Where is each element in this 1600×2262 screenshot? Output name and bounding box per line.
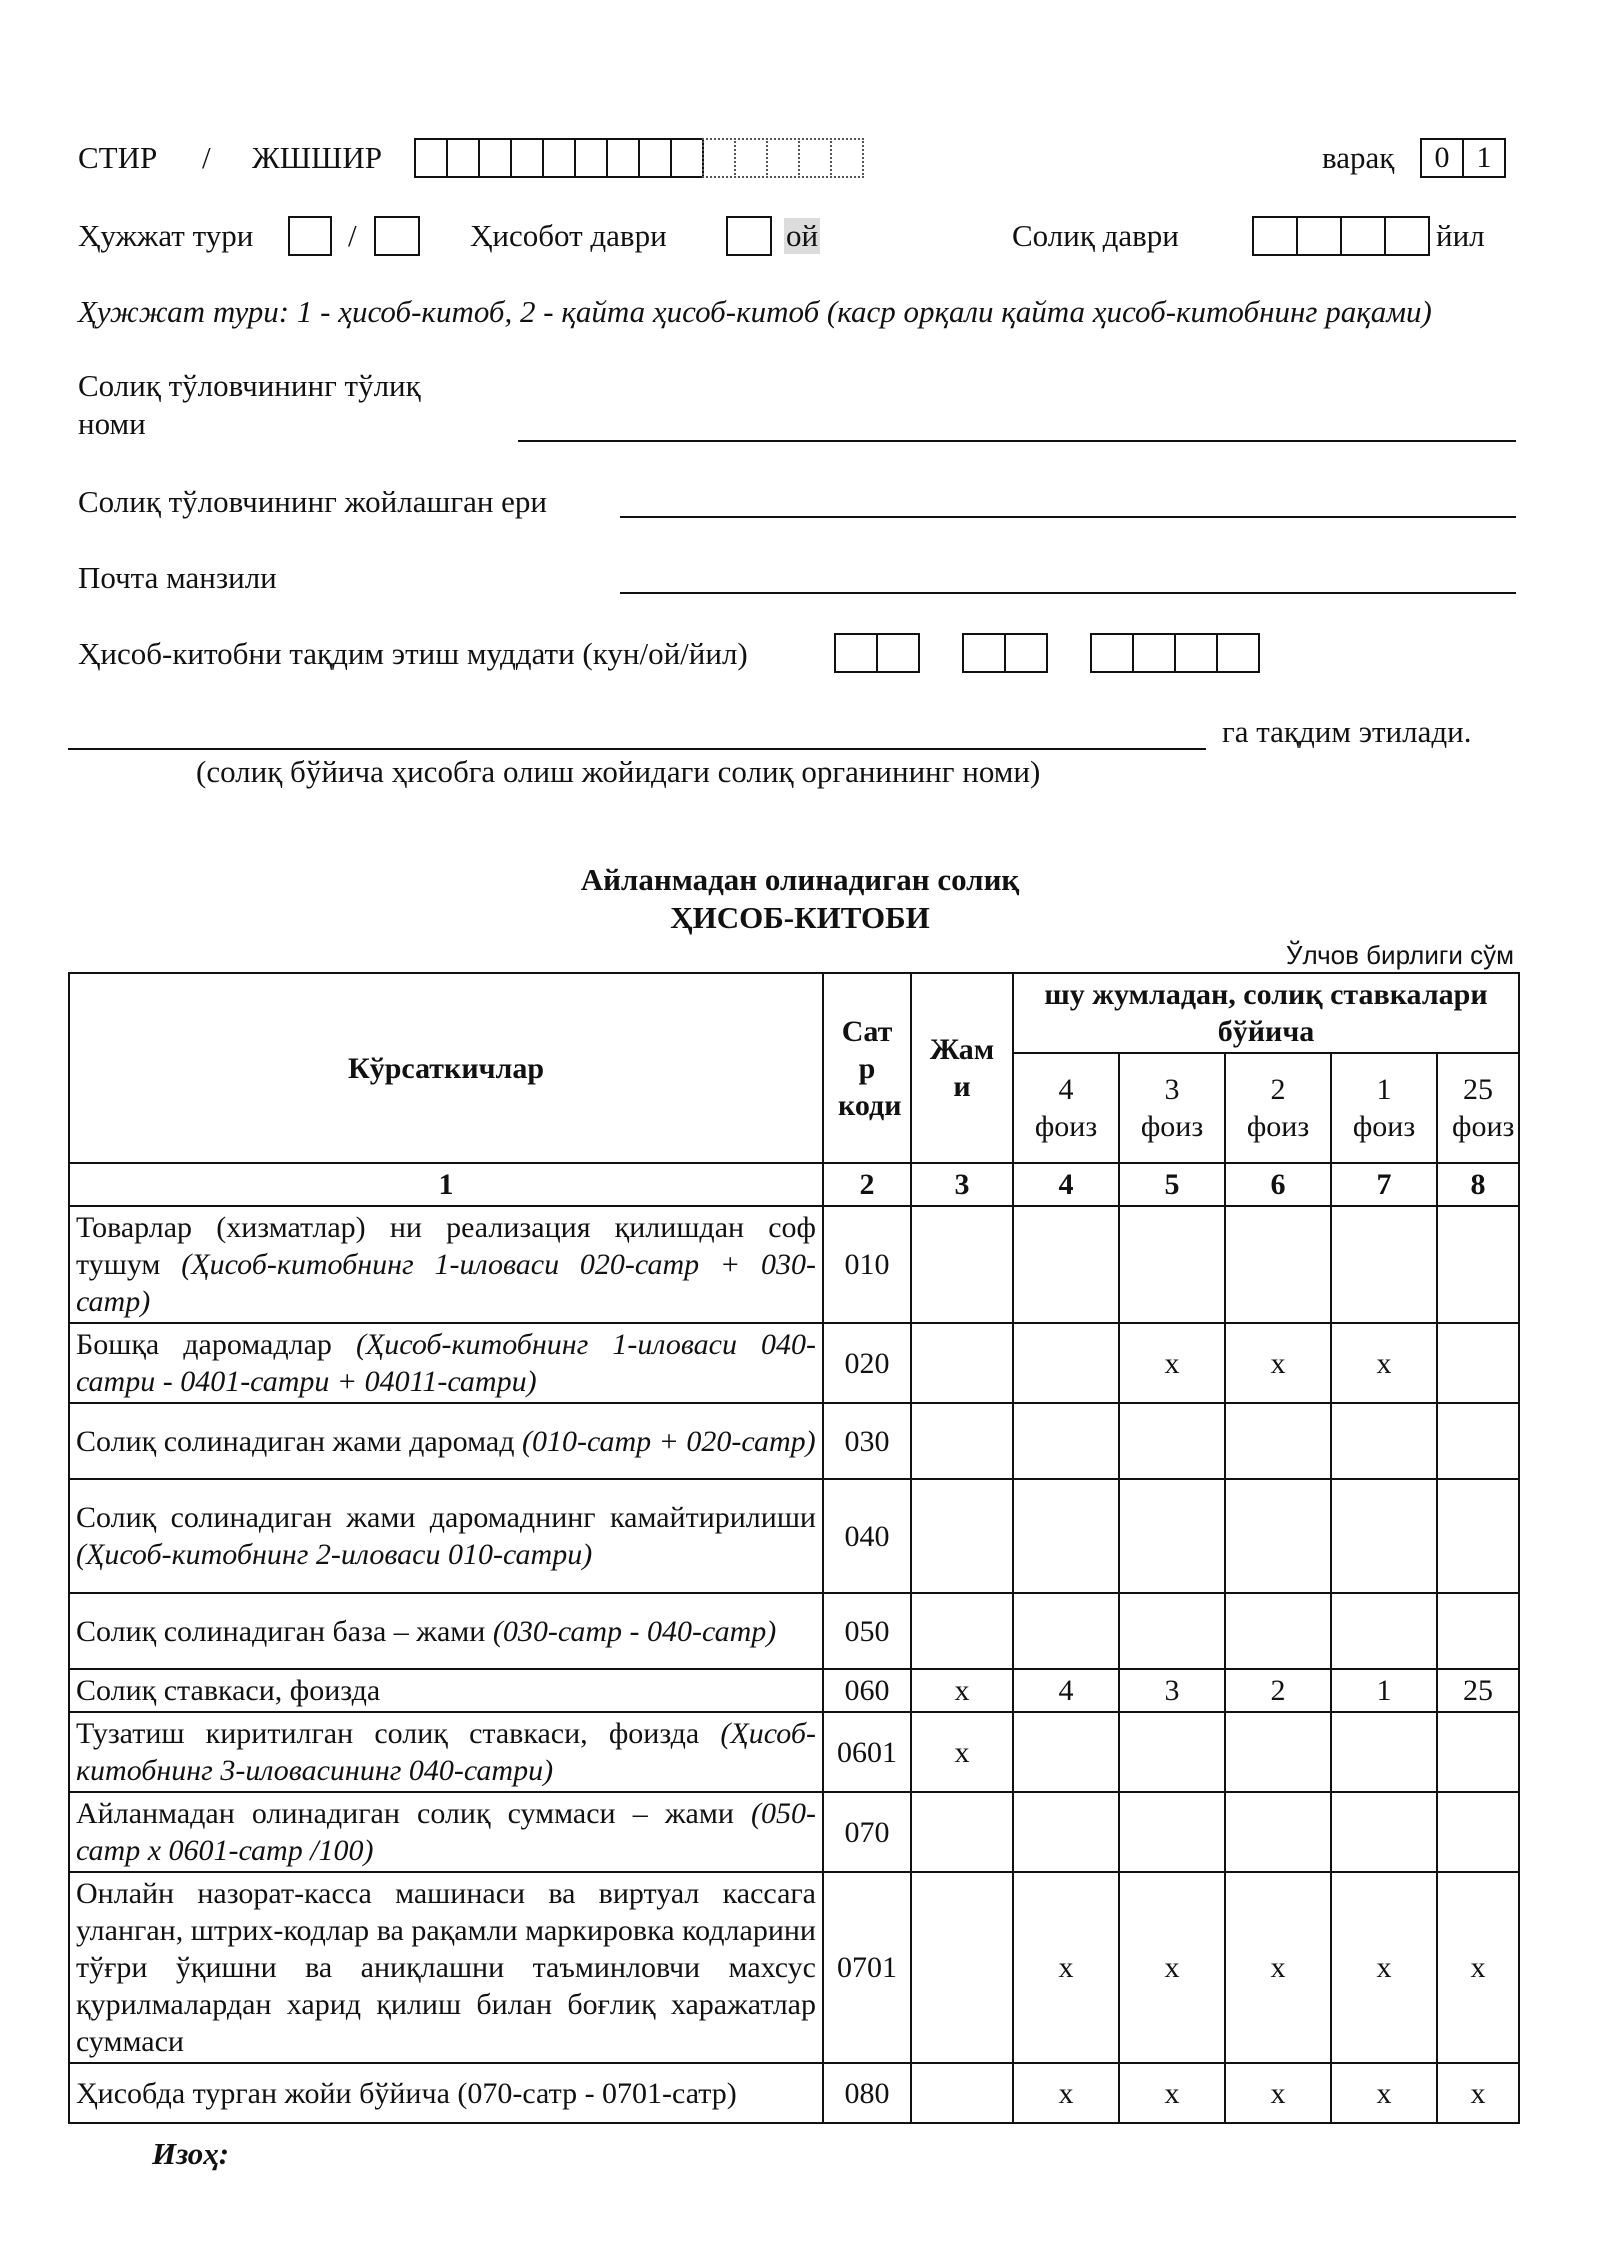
table-row xyxy=(69,1323,1519,1403)
row-value-cell[interactable] xyxy=(911,1206,1013,1323)
stir-label: СТИР xyxy=(78,140,158,175)
row-name-formula: (030-сатр - 040-сатр) xyxy=(492,1614,777,1648)
row-value-cell[interactable] xyxy=(1225,1479,1331,1593)
row-value-cell: х xyxy=(1331,1323,1437,1403)
tax-period-label: Солиқ даври xyxy=(1012,218,1179,253)
sheet-digit: 1 xyxy=(1462,138,1506,178)
row-value-cell: х xyxy=(1225,1872,1331,2063)
row-indicator-name xyxy=(69,2063,823,2123)
full-name-label-line2: номи xyxy=(78,406,146,441)
year-label: йил xyxy=(1436,218,1485,253)
header-indicators: Кўрсаткичлар xyxy=(69,973,823,1163)
sheet-number-boxes[interactable] xyxy=(1420,138,1504,178)
row-indicator-name xyxy=(69,1206,823,1323)
row-name-formula: (Ҳисоб-китобнинг 2-иловаси 010-сатри) xyxy=(76,1538,593,1571)
row-code: 050 xyxy=(823,1593,911,1669)
row-code: 030 xyxy=(823,1403,911,1479)
deadline-label: Ҳисоб-китобни тақдим этиш муддати (кун/ой/йил) xyxy=(78,636,748,671)
row-indicator-name xyxy=(69,1669,823,1712)
row-name-text: Тузатиш киритилган солиқ ставкаси, фоизда xyxy=(76,1717,721,1750)
row-value-cell[interactable] xyxy=(1225,1712,1331,1792)
row-value-cell[interactable] xyxy=(1437,1593,1519,1669)
row-name-text: Солиқ солинадиган жами даромаднинг камайтирилиши xyxy=(76,1501,816,1534)
row-value-cell[interactable] xyxy=(1119,1712,1225,1792)
table-row xyxy=(69,1712,1519,1792)
row-value-cell: х xyxy=(911,1669,1013,1712)
col-number: 2 xyxy=(823,1163,911,1206)
row-value-cell[interactable] xyxy=(1013,1712,1119,1792)
row-value-cell[interactable] xyxy=(1119,1403,1225,1479)
sheet-label: варақ xyxy=(1322,140,1395,175)
row-value-cell: х xyxy=(1119,1323,1225,1403)
col-number: 5 xyxy=(1119,1163,1225,1206)
row-name-formula: (050-сатр х 0601-сатр /100) xyxy=(76,1797,816,1867)
row-indicator-name xyxy=(69,1403,823,1479)
full-name-label-line1: Солиқ тўловчининг тўлиқ xyxy=(78,368,421,403)
form-title-line1: Айланмадан олинадиган солиқ xyxy=(580,862,1020,897)
row-name-text: Товарлар (хизматлар) ни реализация қилишдан соф тушум xyxy=(76,1211,816,1281)
row-value-cell: х xyxy=(911,1712,1013,1792)
report-period-label: Ҳисобот даври xyxy=(470,218,667,253)
row-value-cell: 3 xyxy=(1119,1669,1225,1712)
row-code: 040 xyxy=(823,1479,911,1593)
row-value-cell: 2 xyxy=(1225,1669,1331,1712)
header-rate-3: 3 фоиз xyxy=(1119,1053,1225,1163)
row-value-cell[interactable] xyxy=(1437,1206,1519,1323)
stir-input-boxes[interactable] xyxy=(414,138,862,178)
row-value-cell[interactable] xyxy=(911,1792,1013,1872)
row-value-cell: х xyxy=(1331,2063,1437,2123)
header-row-code: Сат р коди xyxy=(823,973,911,1163)
row-value-cell[interactable] xyxy=(1331,1712,1437,1792)
slash-separator: / xyxy=(202,140,211,175)
row-value-cell[interactable] xyxy=(1013,1593,1119,1669)
deadline-month-boxes[interactable] xyxy=(962,633,1046,673)
row-name-text: Ҳисобда турган жойи бўйича (070-сатр - 0701-сатр) xyxy=(76,2076,737,2110)
row-value-cell[interactable] xyxy=(1225,1593,1331,1669)
row-code: 010 xyxy=(823,1206,911,1323)
tax-calculation-table xyxy=(68,972,1520,2124)
row-value-cell: 4 xyxy=(1013,1669,1119,1712)
header-by-rates: шу жумладан, солиқ ставкалари бўйича xyxy=(1013,973,1519,1053)
row-value-cell[interactable] xyxy=(1331,1593,1437,1669)
row-value-cell[interactable] xyxy=(1119,1479,1225,1593)
postal-address-input-line[interactable] xyxy=(620,592,1516,594)
postal-address-label: Почта манзили xyxy=(78,560,277,595)
col-number: 3 xyxy=(911,1163,1013,1206)
col-number: 7 xyxy=(1331,1163,1437,1206)
row-code: 080 xyxy=(823,2063,911,2123)
header-rate-4: 4 фоиз xyxy=(1013,1053,1119,1163)
row-value-cell: х xyxy=(1437,2063,1519,2123)
row-value-cell: х xyxy=(1119,2063,1225,2123)
form-title-line2: ҲИСОБ-КИТОБИ xyxy=(670,900,930,935)
doc-type-slash: / xyxy=(348,218,357,253)
deadline-day-boxes[interactable] xyxy=(834,633,918,673)
row-value-cell: х xyxy=(1331,1872,1437,2063)
row-indicator-name xyxy=(69,1792,823,1872)
row-indicator-name xyxy=(69,1323,823,1403)
row-name-text: Солиқ ставкаси, фоизда xyxy=(76,1674,381,1707)
row-value-cell[interactable] xyxy=(1225,1206,1331,1323)
row-code: 070 xyxy=(823,1792,911,1872)
col-number: 1 xyxy=(69,1163,823,1206)
jshshir-label: ЖШШИР xyxy=(252,140,382,175)
table-row xyxy=(69,1792,1519,1872)
row-value-cell[interactable] xyxy=(911,1593,1013,1669)
row-name-text: Айланмадан олинадиган солиқ суммаси – жами xyxy=(76,1797,752,1830)
row-value-cell[interactable] xyxy=(1437,1479,1519,1593)
deadline-year-boxes[interactable] xyxy=(1090,633,1258,673)
row-code: 0601 xyxy=(823,1712,911,1792)
row-name-text: Солиқ солинадиган жами даромад xyxy=(76,1424,522,1458)
row-indicator-name xyxy=(69,1593,823,1669)
table-body xyxy=(69,1206,1519,2123)
row-name-formula: (Ҳисоб-китобнинг 1-иловаси 020-сатр + 030-сатр) xyxy=(76,1248,817,1318)
col-number: 6 xyxy=(1225,1163,1331,1206)
row-value-cell: х xyxy=(1225,2063,1331,2123)
tax-authority-input-line[interactable] xyxy=(68,748,1206,750)
row-indicator-name xyxy=(69,1712,823,1792)
row-value-cell[interactable] xyxy=(1013,1206,1119,1323)
header-rate-25: 25 фоиз xyxy=(1437,1053,1519,1163)
tax-period-year-boxes[interactable] xyxy=(1252,216,1428,256)
table-row xyxy=(69,1593,1519,1669)
row-value-cell[interactable] xyxy=(1331,1792,1437,1872)
row-name-formula: (Ҳисоб-китобнинг 1-иловаси 040-сатри - 0401-сатри + 04011-сатри) xyxy=(76,1328,816,1398)
location-label: Солиқ тўловчининг жойлашган ери xyxy=(78,484,548,519)
row-name-text: Онлайн назорат-касса машинаси ва виртуал кассага уланган, штрих-кодлар ва рақамли маркировка кодларини тўғри ўқишни ва аниқлашни таъминловчи махсус қурилмалардан харид қилиш билан боғлиқ харажатлар суммаси xyxy=(76,1877,816,2058)
submit-suffix: га тақдим этилади. xyxy=(1222,714,1472,749)
row-value-cell[interactable] xyxy=(1119,1792,1225,1872)
row-indicator-name xyxy=(69,1872,823,2063)
table-row xyxy=(69,1206,1519,1323)
header-rate-1: 1 фоиз xyxy=(1331,1053,1437,1163)
note-label: Изоҳ: xyxy=(152,2136,230,2171)
row-value-cell: х xyxy=(1013,1872,1119,2063)
doc-type-label: Ҳужжат тури xyxy=(78,218,254,253)
doc-type-box[interactable] xyxy=(288,216,330,256)
row-value-cell[interactable] xyxy=(911,1323,1013,1403)
table-row xyxy=(69,1403,1519,1479)
row-name-formula: (010-сатр + 020-сатр) xyxy=(521,1424,816,1458)
table-row xyxy=(69,1669,1519,1712)
row-name-text: Солиқ солинадиган база – жами xyxy=(76,1614,493,1648)
row-code: 060 xyxy=(823,1669,911,1712)
row-value-cell[interactable] xyxy=(1331,1403,1437,1479)
row-value-cell: 25 xyxy=(1437,1669,1519,1712)
row-value-cell[interactable] xyxy=(1013,1323,1119,1403)
location-input-line[interactable] xyxy=(620,516,1516,518)
row-value-cell[interactable] xyxy=(1013,1403,1119,1479)
row-value-cell[interactable] xyxy=(1225,1403,1331,1479)
row-code: 0701 xyxy=(823,1872,911,2063)
header-rate-2: 2 фоиз xyxy=(1225,1053,1331,1163)
row-value-cell: х xyxy=(1013,2063,1119,2123)
row-value-cell: 1 xyxy=(1331,1669,1437,1712)
row-name-formula: (Ҳисоб-китобнинг 3-иловасининг 040-сатри) xyxy=(76,1717,816,1787)
full-name-input-line[interactable] xyxy=(518,440,1516,442)
unit-label: Ўлчов бирлиги сўм xyxy=(1286,940,1514,970)
row-value-cell[interactable] xyxy=(1437,1792,1519,1872)
row-value-cell[interactable] xyxy=(1331,1479,1437,1593)
row-value-cell[interactable] xyxy=(1437,1403,1519,1479)
table-row xyxy=(69,2063,1519,2123)
row-value-cell[interactable] xyxy=(911,1872,1013,2063)
header-total: Жам и xyxy=(911,973,1013,1163)
row-indicator-name xyxy=(69,1479,823,1593)
row-value-cell: х xyxy=(1119,1872,1225,2063)
report-period-box[interactable] xyxy=(726,216,770,256)
col-number: 4 xyxy=(1013,1163,1119,1206)
doc-type-note: Ҳужжат тури: 1 - ҳисоб-китоб, 2 - қайта ҳисоб-китоб (каср орқали қайта ҳисоб-китобнинг рақами) xyxy=(78,294,1432,329)
tax-authority-caption: (солиқ бўйича ҳисобга олиш жойидаги солиқ органининг номи) xyxy=(196,754,1041,789)
row-value-cell: х xyxy=(1225,1323,1331,1403)
row-value-cell[interactable] xyxy=(1119,1206,1225,1323)
row-value-cell[interactable] xyxy=(911,2063,1013,2123)
table-row xyxy=(69,1479,1519,1593)
row-value-cell[interactable] xyxy=(1437,1323,1519,1403)
row-code: 020 xyxy=(823,1323,911,1403)
row-value-cell[interactable] xyxy=(1119,1593,1225,1669)
table-row xyxy=(69,1872,1519,2063)
doc-type-number-box[interactable] xyxy=(374,216,418,256)
row-value-cell[interactable] xyxy=(1331,1206,1437,1323)
sheet-digit: 0 xyxy=(1420,138,1464,178)
row-value-cell[interactable] xyxy=(911,1479,1013,1593)
row-value-cell[interactable] xyxy=(1437,1712,1519,1792)
month-label: ой xyxy=(786,218,819,253)
column-numbers-row xyxy=(69,1163,1519,1206)
row-value-cell[interactable] xyxy=(1013,1792,1119,1872)
row-value-cell[interactable] xyxy=(1225,1792,1331,1872)
row-value-cell[interactable] xyxy=(911,1403,1013,1479)
row-value-cell: х xyxy=(1437,1872,1519,2063)
row-name-text: Бошқа даромадлар xyxy=(76,1328,356,1361)
col-number: 8 xyxy=(1437,1163,1519,1206)
row-value-cell[interactable] xyxy=(1013,1479,1119,1593)
